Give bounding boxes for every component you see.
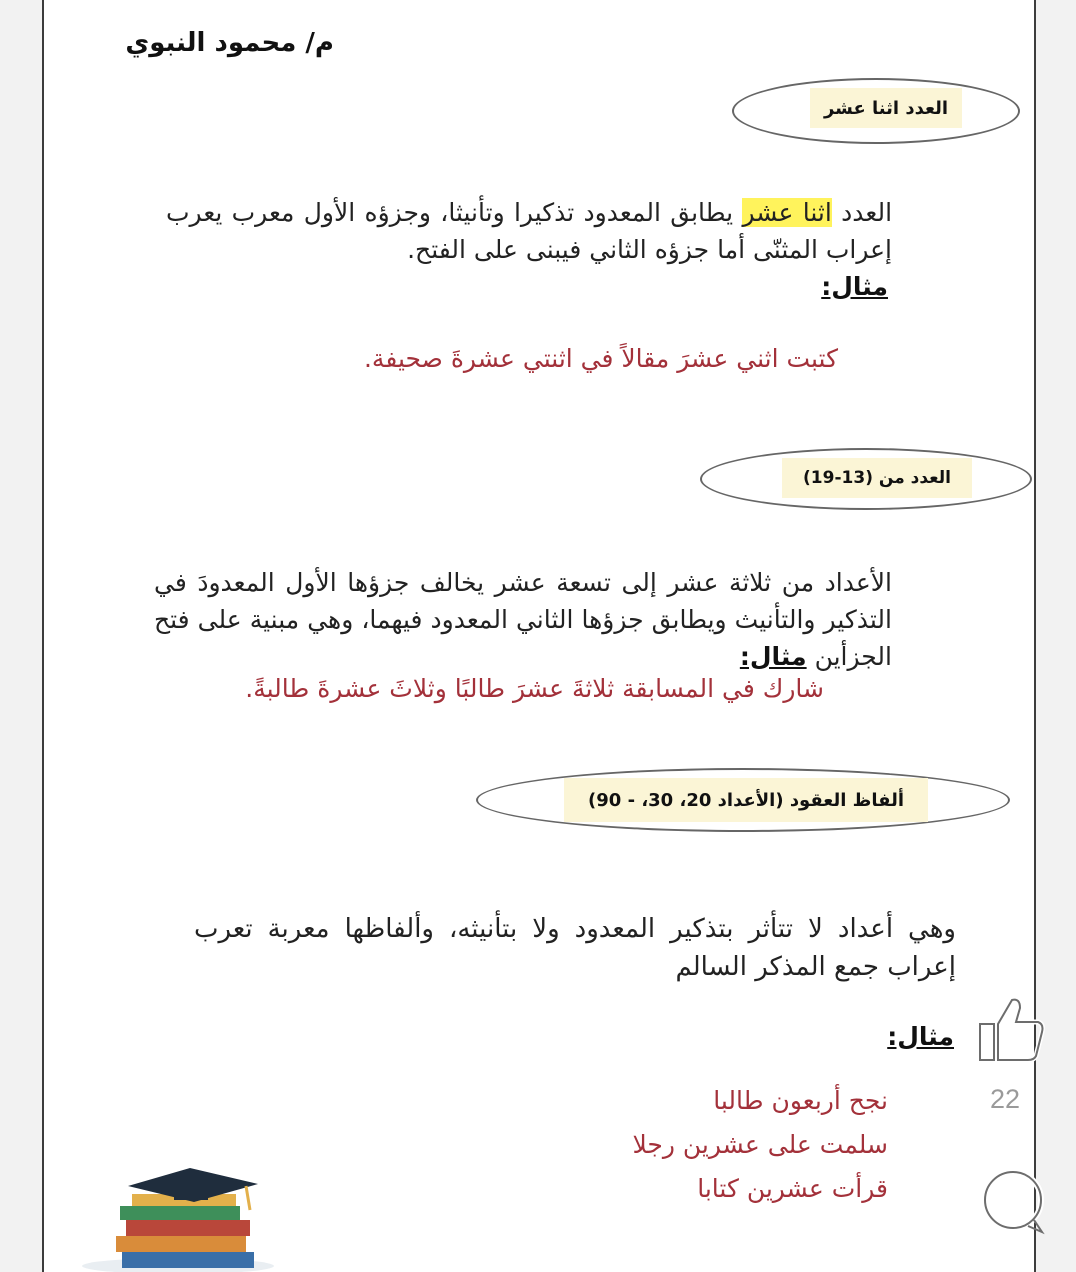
section-1-example: كتبت اثني عشرَ مقالاً في اثنتي عشرةَ صحيفة. <box>363 344 838 373</box>
graduation-books-icon <box>78 1160 278 1272</box>
section-1-text: العدد اثنا عشر يطابق المعدود تذكيرا وتأنيثا، وجزؤه الأول معرب يعرب إعراب المثنّى أما جزؤه الثاني فيبنى على الفتح. <box>166 198 893 264</box>
section-2-example: شارك في المسابقة ثلاثةَ عشرَ طالبًا وثلاثَ عشرةَ طالبةً. <box>245 674 824 703</box>
section-3-example-1: نجح أربعون طالبا <box>713 1086 888 1115</box>
section-3-heading: ألفاظ العقود (الأعداد 20، 30، - 90) <box>564 778 928 822</box>
section-1-example-label: مثال: <box>821 272 888 301</box>
section-1-heading: العدد اثنا عشر <box>810 88 962 128</box>
section-2-example-label: مثال: <box>739 642 807 671</box>
section-2-text: الأعداد من ثلاثة عشر إلى تسعة عشر يخالف جزؤها الأول المعدودَ في التذكير والتأنيث ويطابق جزؤها الثاني المعدود فيهما، وهي مبنية على فتح الجزأين مثال: <box>154 568 892 671</box>
section-3-text: وهي أعداد لا تتأثر بتذكير المعدود ولا بتأنيثه، وألفاظها معربة تعرب إعراب جمع المذكر السالم <box>194 914 956 982</box>
thumbs-up-icon[interactable] <box>972 994 1048 1066</box>
section-3-example-3: قرأت عشرين كتابا <box>697 1174 888 1203</box>
highlighted-term: اثنا عشر <box>742 198 832 227</box>
section-3-example-2: سلمت على عشرين رجلا <box>632 1130 888 1159</box>
author-name: م/ محمود النبوي <box>125 28 334 58</box>
section-3-example-label: مثال: <box>887 1022 954 1051</box>
document-page <box>42 0 1036 1272</box>
like-count: 22 <box>990 1084 1021 1114</box>
section-2-heading: العدد من (13-19) <box>782 458 972 498</box>
comment-bubble-icon[interactable] <box>976 1166 1050 1238</box>
